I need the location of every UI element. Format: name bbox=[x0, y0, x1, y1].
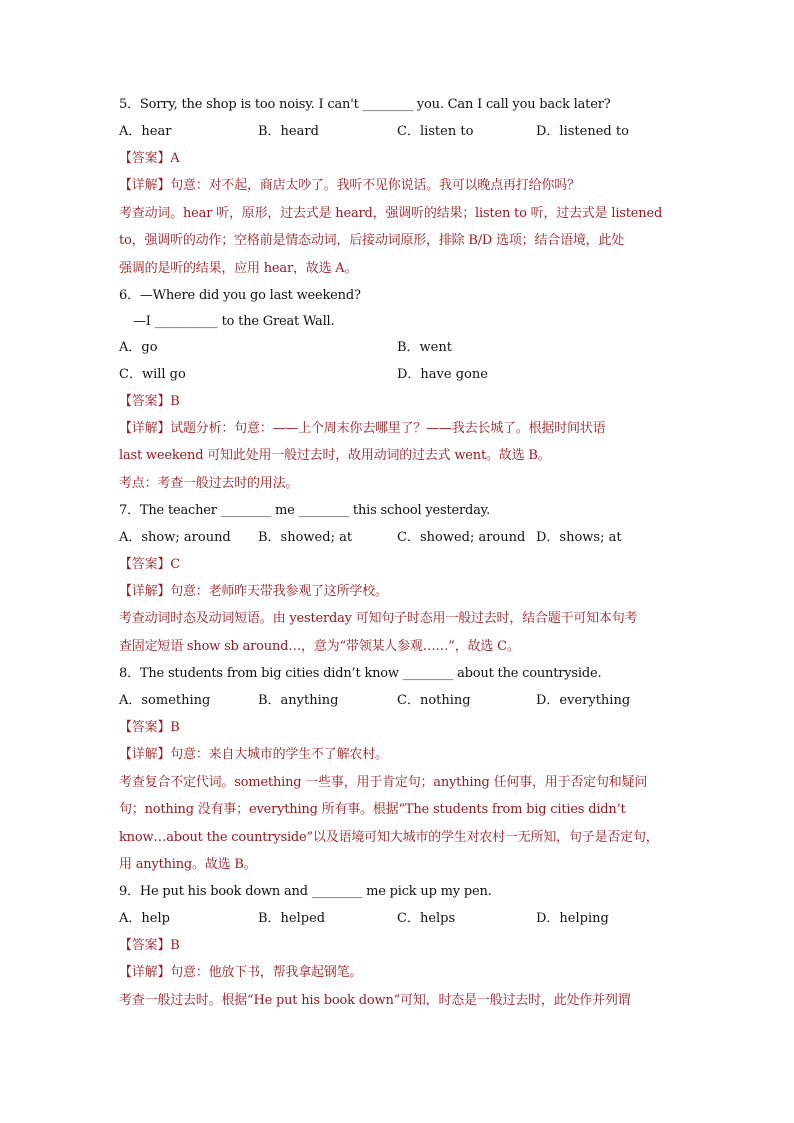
q7-option-a: A．show; around bbox=[119, 530, 231, 545]
q9-detail-line: 考查一般过去时。根据“He put his book down”可知，时态是一般过去时，此处作并列谓 bbox=[119, 993, 631, 1008]
q6-option-c: C．will go bbox=[119, 367, 186, 382]
q7-detail-line: 查固定短语 show sb around…，意为“带领某人参观……”，故选 C。 bbox=[119, 639, 520, 654]
q6-detail-line: 考点：考查一般过去时的用法。 bbox=[119, 476, 299, 491]
q7-option-b: B．showed; at bbox=[258, 530, 353, 545]
detail-text: 句意：对不起，商店太吵了。我听不见你说话。我可以晚点再打给你吗？ bbox=[170, 178, 580, 193]
q5-detail-line: 考查动词。hear 听，原形，过去式是 heard，强调听的结果；listen to 听，过去式是 listened bbox=[119, 206, 663, 221]
q9-option-b: B．helped bbox=[258, 911, 326, 926]
q9-option-d: D．helping bbox=[536, 911, 609, 926]
q6-option-b: B．went bbox=[397, 340, 452, 355]
q8-option-c: C．nothing bbox=[397, 693, 471, 708]
answer-value: C bbox=[170, 557, 180, 572]
detail-label: 【详解】 bbox=[119, 584, 171, 599]
q8-option-d: D．everything bbox=[536, 693, 631, 708]
q5-detail-line bbox=[119, 178, 580, 194]
q5-option-d: D．listened to bbox=[536, 124, 629, 139]
detail-text: 试题分析：句意：——上个周末你去哪里了？——我去长城了。根据时间状语 bbox=[170, 421, 606, 436]
q5-answer bbox=[119, 151, 179, 167]
answer-value: B bbox=[170, 938, 180, 953]
q5-detail-line: to，强调听的动作；空格前是情态动词，后接动词原形，排除 B/D 选项；结合语境，此处 bbox=[119, 233, 625, 248]
answer-value: B bbox=[170, 394, 180, 409]
answer-label: 【答案】 bbox=[119, 394, 171, 409]
q9-option-a: A．help bbox=[119, 911, 170, 926]
q8-option-b: B．anything bbox=[258, 693, 339, 708]
question-7-stem: 7．The teacher ________ me ________ this school yesterday. bbox=[119, 503, 491, 518]
q7-option-d: D．shows; at bbox=[536, 530, 622, 545]
q5-option-b: B．heard bbox=[258, 124, 319, 139]
q8-detail-line: know…about the countryside”以及语境可知大城市的学生对农村一无所知，句子是否定句， bbox=[119, 830, 659, 845]
q9-answer bbox=[119, 938, 180, 954]
detail-text: 句意：来自大城市的学生不了解农村。 bbox=[170, 747, 388, 762]
answer-label: 【答案】 bbox=[119, 720, 171, 735]
detail-label: 【详解】 bbox=[119, 421, 171, 436]
q8-option-a: A．something bbox=[119, 693, 211, 708]
detail-label: 【详解】 bbox=[119, 965, 171, 980]
q8-detail-line: 用 anything。故选 B。 bbox=[119, 857, 257, 872]
answer-label: 【答案】 bbox=[119, 557, 171, 572]
q8-detail-line: 考查复合不定代词。something 一些事，用于肯定句；anything 任何事，用于否定句和疑问 bbox=[119, 775, 648, 790]
q6-option-d: D．have gone bbox=[397, 367, 488, 382]
question-9-stem: 9．He put his book down and ________ me pick up my pen. bbox=[119, 884, 492, 899]
q7-detail-line bbox=[119, 584, 388, 600]
detail-text: 句意：老师昨天带我参观了这所学校。 bbox=[170, 584, 388, 599]
q5-option-a: A．hear bbox=[119, 124, 172, 139]
answer-value: B bbox=[170, 720, 180, 735]
answer-label: 【答案】 bbox=[119, 151, 171, 166]
q7-detail-line: 考查动词时态及动词短语。由 yesterday 可知句子时态用一般过去时，结合题干可知本句考 bbox=[119, 611, 638, 626]
detail-label: 【详解】 bbox=[119, 178, 171, 193]
answer-value: A bbox=[170, 151, 180, 166]
question-6-stem-reply: —I __________ to the Great Wall. bbox=[133, 314, 335, 329]
q7-answer bbox=[119, 557, 180, 573]
question-6-stem: 6．—Where did you go last weekend? bbox=[119, 288, 361, 303]
q9-option-c: C．helps bbox=[397, 911, 456, 926]
question-5-stem: 5．Sorry, the shop is too noisy. I can't ________ you. Can I call you back later? bbox=[119, 97, 611, 112]
q8-answer bbox=[119, 720, 180, 736]
q9-detail-line bbox=[119, 965, 362, 981]
q6-answer bbox=[119, 394, 180, 410]
question-8-stem: 8．The students from big cities didn’t know ________ about the countryside. bbox=[119, 666, 602, 681]
detail-label: 【详解】 bbox=[119, 747, 171, 762]
q8-detail-line bbox=[119, 747, 388, 763]
q6-detail-line: last weekend 可知此处用一般过去时，故用动词的过去式 went。故选 B。 bbox=[119, 448, 551, 463]
q8-detail-line: 句；nothing 没有事；everything 所有事。根据“The students from big cities didn’t bbox=[119, 802, 626, 817]
detail-text: 句意：他放下书，帮我拿起钢笔。 bbox=[170, 965, 363, 980]
answer-label: 【答案】 bbox=[119, 938, 171, 953]
q5-option-c: C．listen to bbox=[397, 124, 474, 139]
q6-option-a: A．go bbox=[119, 340, 158, 355]
q5-detail-line: 强调的是听的结果，应用 hear，故选 A。 bbox=[119, 261, 358, 276]
q6-detail-line bbox=[119, 421, 605, 437]
q7-option-c: C．showed; around bbox=[397, 530, 526, 545]
